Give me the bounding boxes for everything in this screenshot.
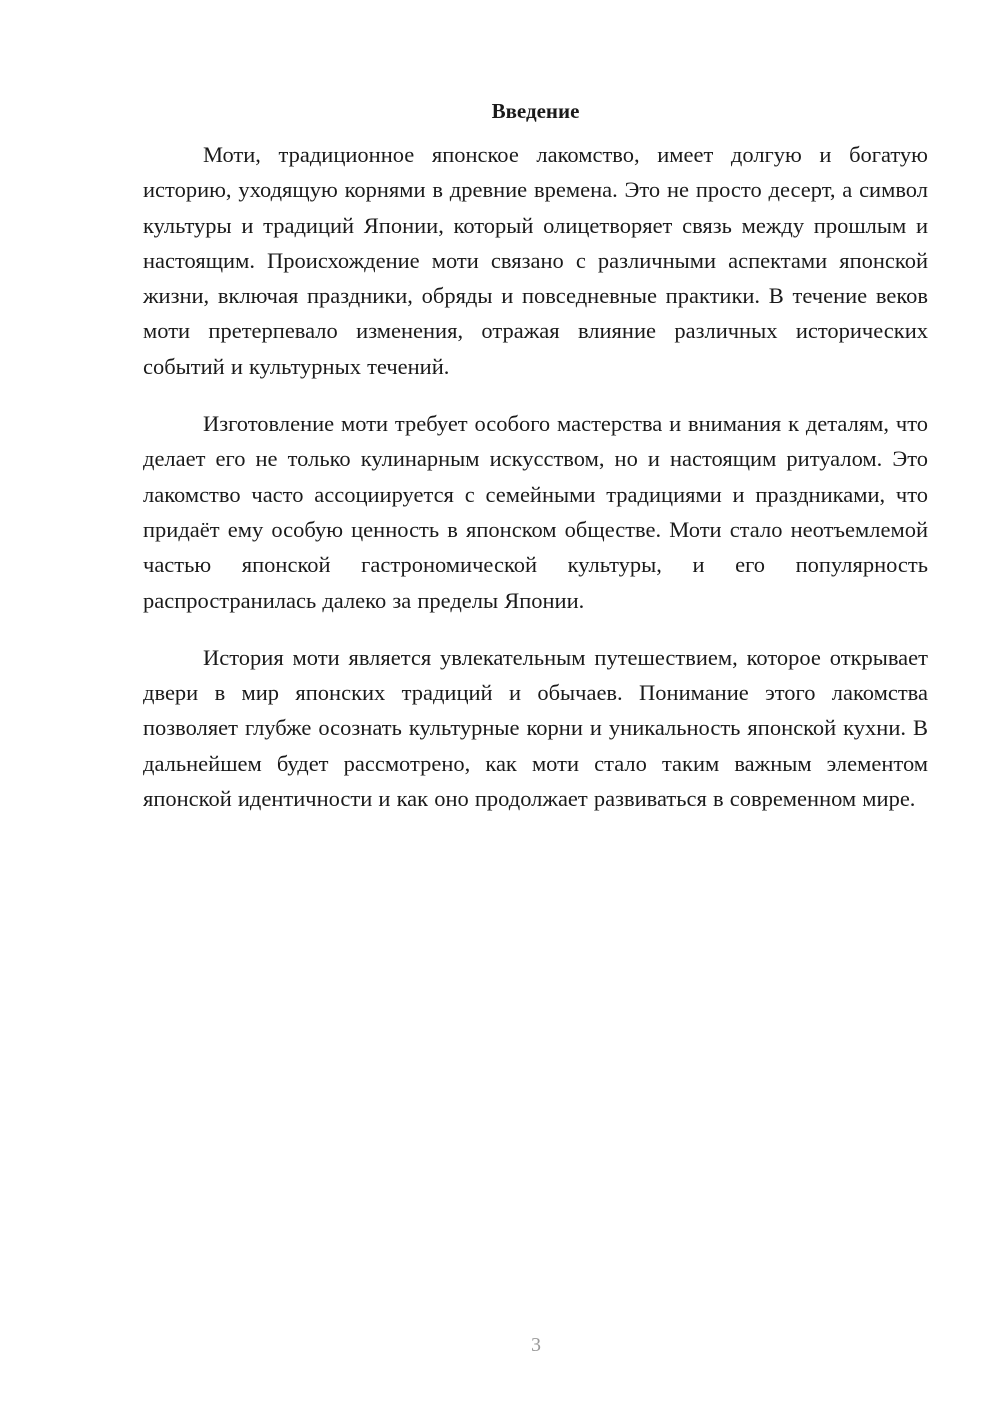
page-number: 3 bbox=[531, 1334, 541, 1356]
paragraph-3: История моти является увлекательным путешествием, которое открывает двери в мир японских традиций и обычаев. Понимание этого лакомства позволяет глубже осознать культурные корни и уникальность японской кухни. В дальнейшем будет рассмотрено, как моти стало таким важным элементом японской идентичности и как оно продолжает развиваться в современном мире. bbox=[143, 644, 928, 812]
paragraph-1: Моти, традиционное японское лакомство, имеет долгую и богатую историю, уходящую корнями в древние времена. Это не просто десерт, а символ культуры и традиций Японии, который олицетворяет связь между прошлым и настоящим. Происхождение моти связано с различными аспектами японской жизни, включая праздники, обряды и повседневные практики. В течение веков моти претерпевало изменения, отражая влияние различных исторических событий и культурных течений. bbox=[143, 142, 928, 379]
page-content bbox=[143, 96, 928, 838]
paragraph-2: Изготовление моти требует особого мастерства и внимания к деталям, что делает его не только кулинарным искусством, но и настоящим ритуалом. Это лакомство часто ассоциируется с семейными традициями и праздниками, что придаёт ему особую ценность в японском обществе. Моти стало неотъемлемой частью японской гастрономической культуры, и его популярность распространилась далеко за пределы Японии. bbox=[143, 411, 928, 613]
section-heading: Введение bbox=[491, 99, 580, 123]
